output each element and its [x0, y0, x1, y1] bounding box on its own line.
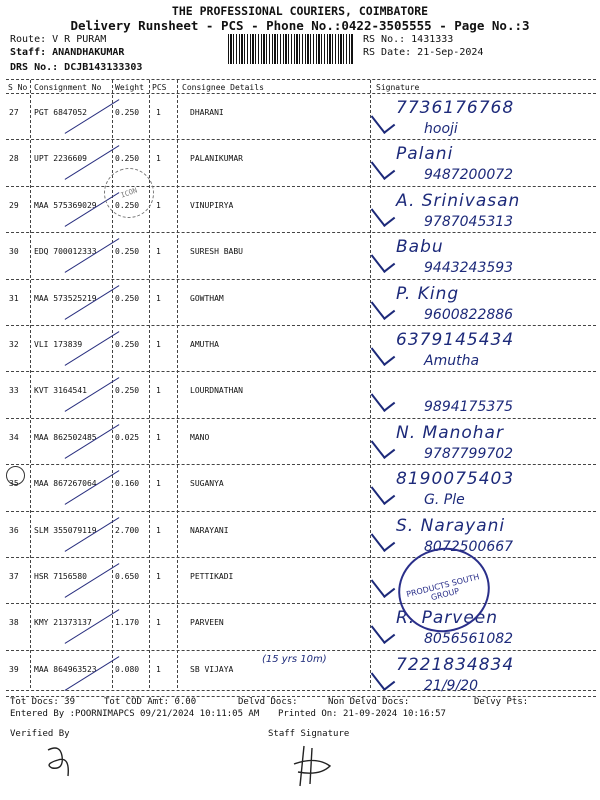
row-consignee: SB VIJAYA [190, 664, 234, 674]
signature-tick-mark [371, 618, 396, 644]
row-consignment-no: MAA 573525219 [34, 293, 97, 303]
signature-tick-mark [371, 665, 396, 691]
row-weight: 2.700 [115, 525, 140, 535]
table-header-rule [6, 93, 596, 94]
row-consignment-no: MAA 867267064 [34, 479, 97, 489]
row-pcs: 1 [156, 340, 161, 349]
row-sno: 39 [9, 664, 19, 674]
row-pcs: 1 [156, 247, 161, 257]
signature-tick-mark [371, 386, 396, 412]
row-divider [6, 603, 596, 604]
row-divider [6, 371, 596, 372]
row-pcs: 1 [156, 293, 161, 303]
row-weight: 0.250 [115, 247, 140, 257]
row-signature-phone: 9487200072 [424, 167, 514, 184]
row-consignment-no: VLI 173839 [34, 340, 83, 349]
signature-tick-mark [371, 433, 396, 459]
entered-by: Entered By :POORNIMAPCS 09/21/2024 10:11:05 AM [10, 709, 260, 719]
company-title: THE PROFESSIONAL COURIERS, COIMBATORE [171, 4, 429, 18]
row-signature-phone: hooji [424, 121, 458, 137]
staff-signature-scribble [290, 742, 340, 790]
row-weight: 0.250 [115, 386, 140, 396]
row-consignee: PALANIKUMAR [190, 154, 243, 164]
row-weight: 0.160 [115, 479, 140, 489]
row-weight: 0.080 [115, 664, 140, 674]
row-signature-phone: Amutha [424, 353, 480, 369]
col-header-consignee: Consignee Details [182, 83, 264, 92]
row-pcs: 1 [156, 525, 161, 535]
row-consignment-no: MAA 862502485 [34, 432, 97, 442]
table-top-rule [6, 79, 596, 80]
row-sno: 27 [9, 108, 19, 117]
col-header-weight: Weight [115, 83, 144, 92]
row-weight: 0.250 [115, 154, 140, 164]
row-pcs: 1 [156, 108, 161, 117]
row-signature-phone: 9600822886 [424, 306, 514, 323]
row-signature-text: S. Narayani [396, 515, 506, 536]
verified-by-label: Verified By [10, 729, 70, 739]
row-sno: 30 [9, 247, 19, 257]
row-sno: 34 [9, 432, 19, 442]
signature-tick-mark [371, 108, 396, 134]
row-divider [6, 232, 596, 233]
row-divider [6, 325, 596, 326]
row-weight: 0.250 [115, 108, 140, 117]
signature-tick-mark [371, 340, 396, 366]
printed-on: Printed On: 21-09-2024 10:16:57 [278, 709, 446, 719]
row-pcs: 1 [156, 200, 161, 210]
row-sno: 37 [9, 572, 19, 581]
row-signature-phone: 9443243593 [424, 260, 514, 277]
row-signature-text: 8190075403 [396, 469, 515, 490]
row-pcs: 1 [156, 154, 161, 164]
row-signature-text: A. Srinivasan [396, 190, 521, 211]
row-pcs: 1 [156, 664, 161, 674]
row-signature-phone: 8056561082 [424, 631, 514, 648]
delivered-docs: Delvd Docs: [238, 697, 298, 707]
row-consignee: MANO [190, 432, 210, 442]
col-header-consignment: Consignment No [34, 83, 102, 92]
row-pcs: 1 [156, 386, 161, 396]
row-weight: 0.250 [115, 200, 140, 210]
col-divider [177, 80, 178, 688]
col-divider [149, 80, 150, 688]
row-sno: 32 [9, 340, 19, 349]
verifier-signature-scribble [40, 742, 100, 782]
route-label: Route: V R PURAM [10, 34, 107, 45]
non-delivered-docs: Non Delvd Docs: [328, 697, 410, 707]
row-weight: 1.170 [115, 618, 140, 628]
row-divider [6, 279, 596, 280]
row-signature-text: N. Manohar [396, 422, 504, 443]
row-signature-phone: 9787045313 [424, 213, 514, 230]
row-consignment-no: MAA 575369029 [34, 200, 97, 210]
row-weight: 0.025 [115, 432, 140, 442]
drs-label: DRS No.: DCJB143133303 [10, 62, 143, 73]
col-header-signature: Signature [376, 83, 420, 92]
row-signature-text: P. King [396, 283, 460, 304]
row-consignment-no: EDQ 700012333 [34, 247, 97, 257]
row-consignment-no: KVT 3164541 [34, 386, 87, 396]
row-pcs: 1 [156, 618, 161, 628]
handwritten-note: (15 yrs 10m) [262, 654, 327, 665]
staff-label: Staff: ANANDHAKUMAR [10, 47, 125, 58]
row-consignee: VINUPIRYA [190, 200, 234, 210]
col-divider [112, 80, 113, 688]
row-consignment-no: SLM 355079119 [34, 525, 97, 535]
row-consignment-no: HSR 7156580 [34, 572, 87, 581]
row-sno: 35 [9, 479, 19, 489]
signature-tick-mark [371, 479, 396, 505]
row-consignee: SUGANYA [190, 479, 224, 489]
row-consignment-no: PGT 6847052 [34, 108, 87, 117]
company-stamp: PRODUCTS SOUTH GROUP [389, 538, 499, 642]
row-consignee: PARVEEN [190, 618, 224, 628]
col-header-pcs: PCS [152, 83, 167, 92]
row-pcs: 1 [156, 479, 161, 489]
row-consignee: NARAYANI [190, 525, 229, 535]
circled-serial-mark [6, 466, 25, 485]
row-signature-text: 6379145434 [396, 330, 515, 350]
signature-tick-mark [371, 201, 396, 227]
row-signature-text: R. Parveen [396, 608, 499, 629]
row-consignee: SURESH BABU [190, 247, 243, 257]
signature-tick-mark [371, 154, 396, 180]
row-signature-text: Babu [396, 237, 444, 258]
signature-tick-mark [371, 526, 396, 552]
total-cod: Tot COD Amt: 0.00 [104, 697, 197, 707]
row-consignee: DHARANI [190, 108, 224, 117]
row-weight: 0.250 [115, 293, 140, 303]
row-divider [6, 139, 596, 140]
barcode [228, 34, 354, 64]
footer-rule [6, 690, 596, 691]
row-pcs: 1 [156, 432, 161, 442]
row-consignee: LOURDNATHAN [190, 386, 243, 396]
row-signature-phone: G. Ple [424, 492, 465, 509]
row-sno: 31 [9, 293, 19, 303]
row-sno: 33 [9, 386, 19, 396]
col-divider [30, 80, 31, 688]
rs-number: RS No.: 1431333 [363, 34, 454, 45]
row-signature-text: 7221834834 [396, 654, 515, 675]
row-consignment-no: UPT 2236609 [34, 154, 87, 164]
row-signature-phone: 9787799702 [424, 445, 514, 462]
row-signature-phone: 21/9/20 [424, 677, 478, 694]
row-divider [6, 511, 596, 512]
row-signature-phone: 8072500667 [424, 538, 514, 555]
row-weight: 0.250 [115, 340, 140, 349]
total-docs: Tot Docs: 39 [10, 697, 76, 707]
row-divider [6, 464, 596, 465]
row-sno: 29 [9, 200, 19, 210]
signature-tick-mark [371, 294, 396, 320]
row-sno: 36 [9, 525, 19, 535]
staff-signature-label: Staff Signature [268, 729, 350, 739]
row-consignee: PETTIKADI [190, 572, 234, 581]
row-consignment-no: MAA 864963523 [34, 664, 97, 674]
col-divider [370, 80, 371, 688]
signature-tick-mark [371, 247, 396, 273]
row-sno: 28 [9, 154, 19, 164]
signature-tick-mark [371, 572, 396, 598]
row-signature-text: 7736176768 [396, 98, 515, 118]
row-weight: 0.650 [115, 572, 140, 581]
row-signature-phone: 9894175375 [424, 399, 514, 416]
runsheet-subtitle: Delivery Runsheet - PCS - Phone No.:0422-3505555 - Page No.:3 [70, 18, 530, 33]
row-pcs: 1 [156, 572, 161, 581]
row-consignment-no: KMY 21373137 [34, 618, 92, 628]
delivery-points: Delvy Pts: [474, 697, 529, 707]
faded-stamp: ICON [97, 161, 161, 225]
row-divider [6, 418, 596, 419]
row-consignee: AMUTHA [190, 340, 219, 349]
row-divider [6, 557, 596, 558]
col-header-sno: S No [8, 83, 28, 92]
row-sno: 38 [9, 618, 19, 628]
row-divider [6, 186, 596, 187]
row-consignee: GOWTHAM [190, 293, 224, 303]
rs-date: RS Date: 21-Sep-2024 [363, 47, 484, 58]
row-signature-text: Palani [396, 144, 454, 165]
row-divider [6, 650, 596, 651]
